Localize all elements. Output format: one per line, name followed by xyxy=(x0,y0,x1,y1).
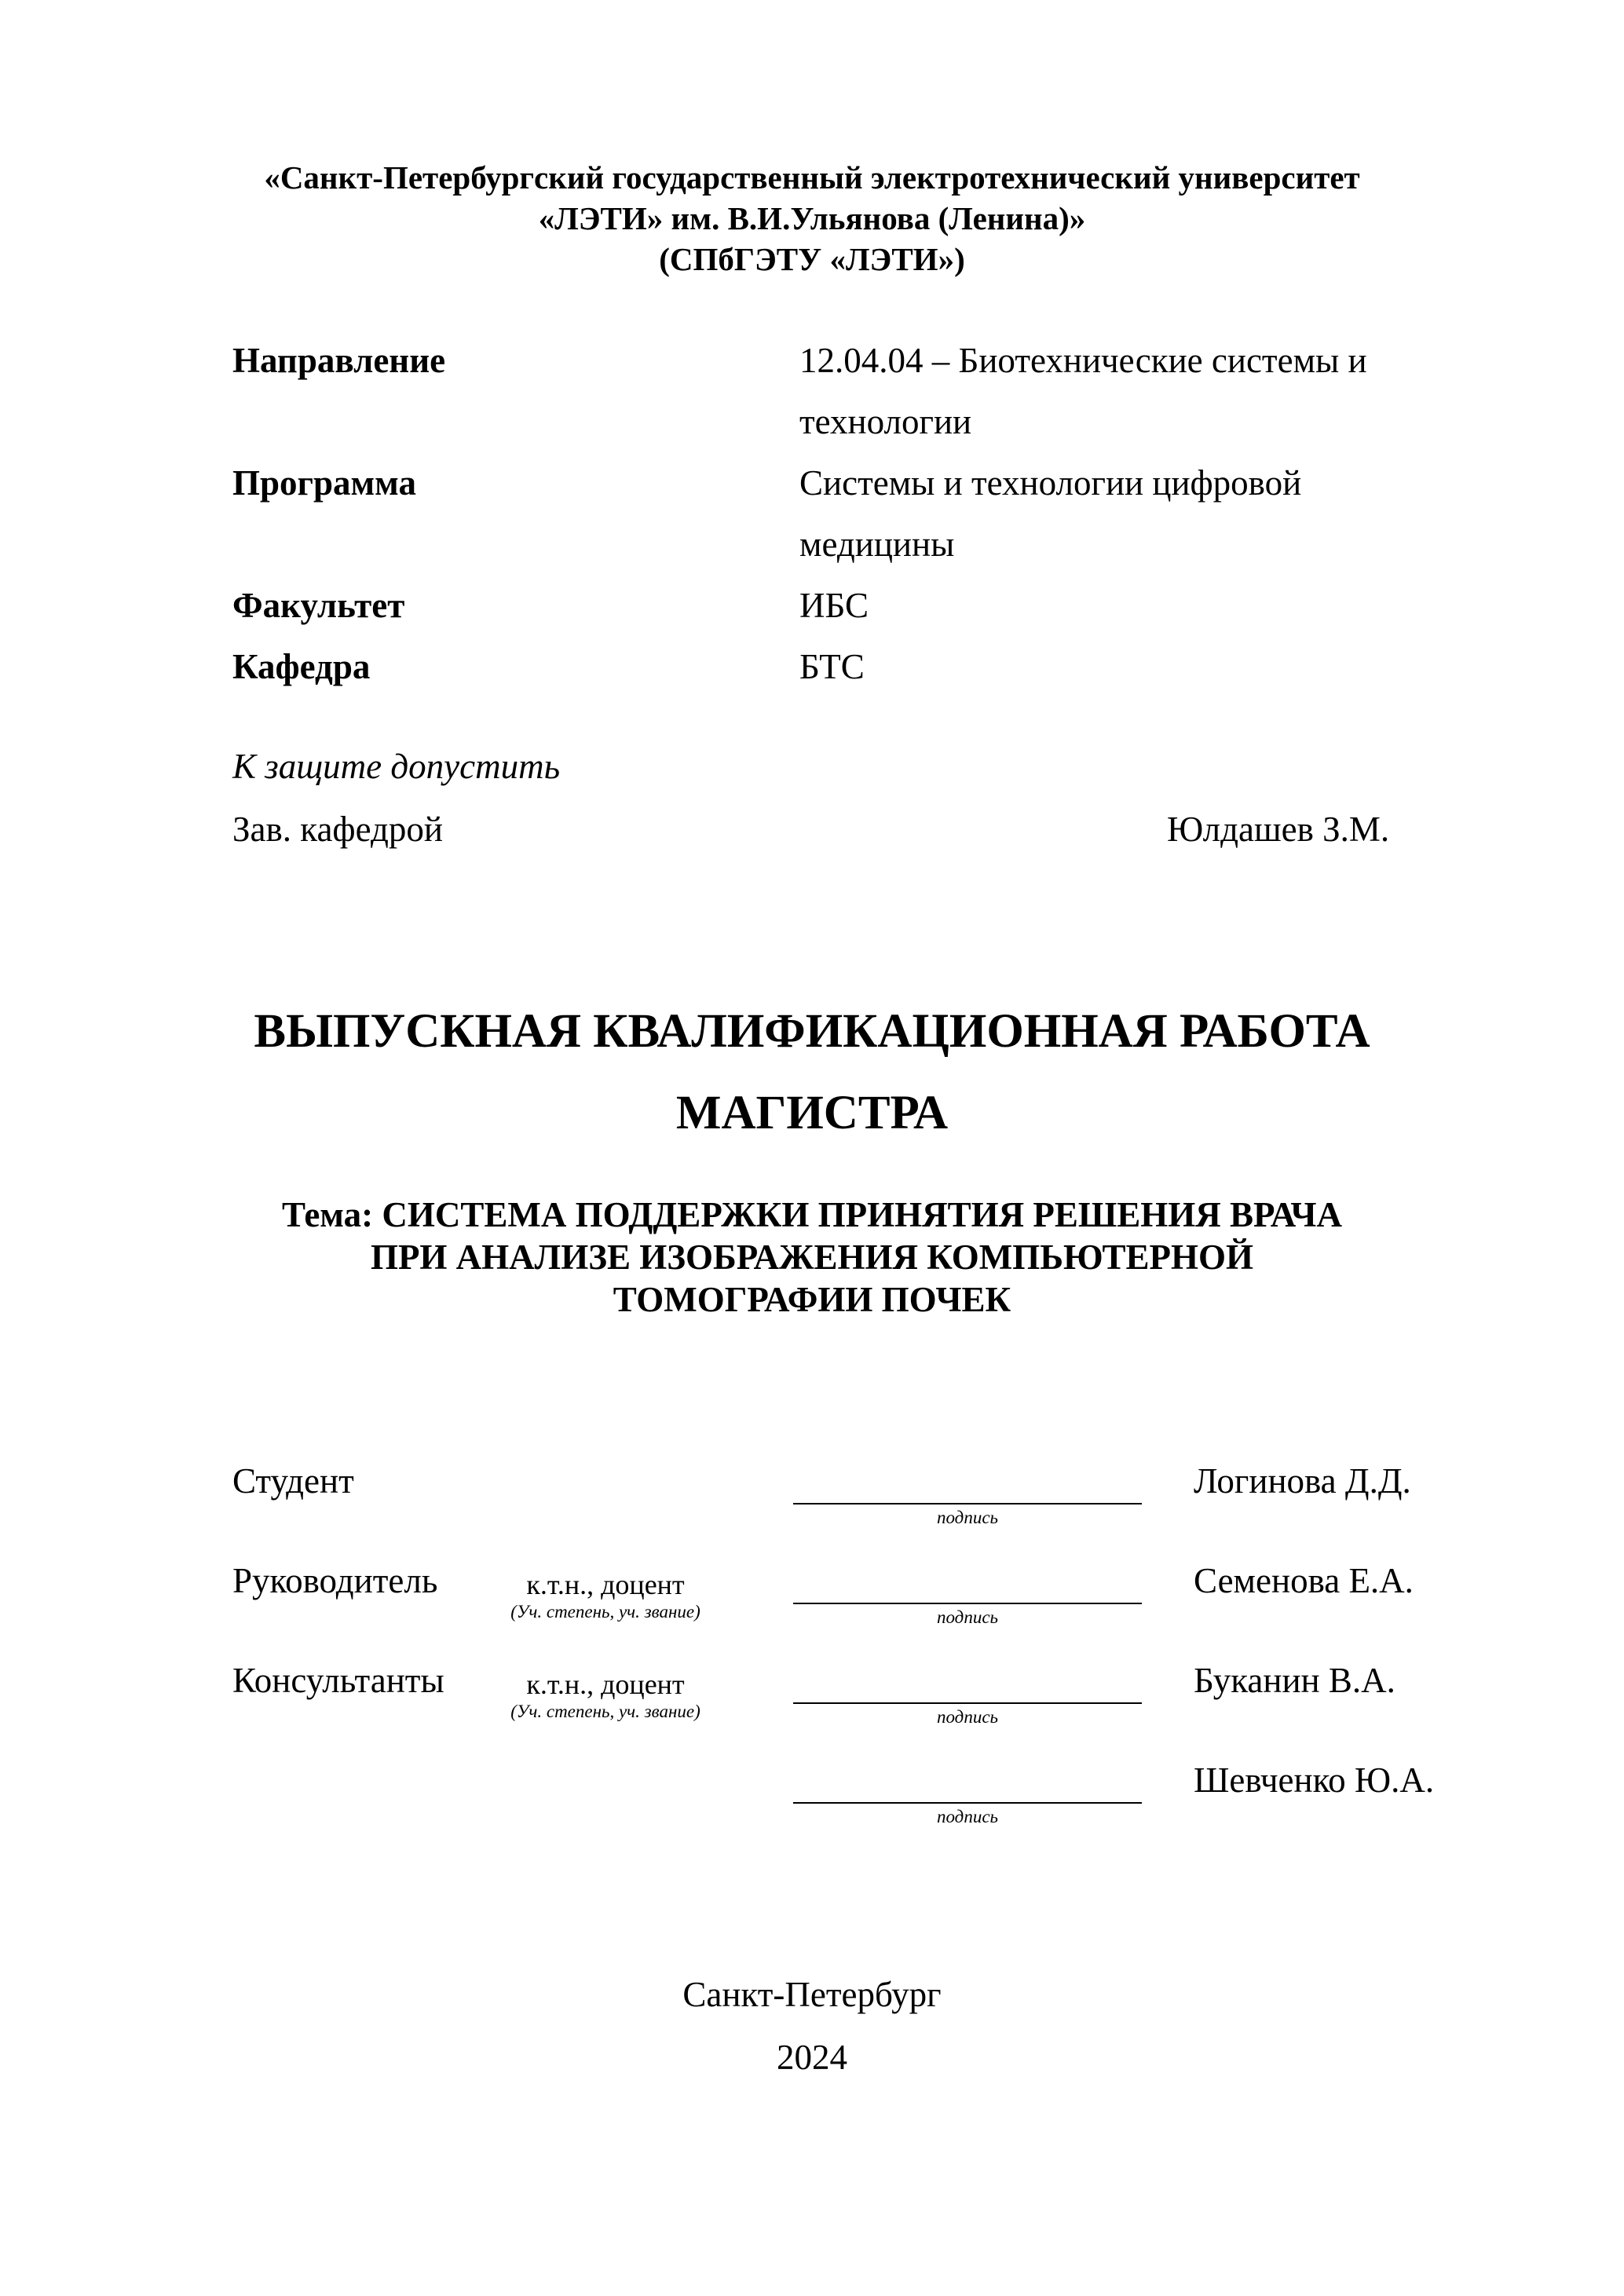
program-value-line1: Системы и технологии цифровой xyxy=(799,463,1302,503)
consultant1-signature-line xyxy=(793,1702,1142,1704)
work-topic xyxy=(0,1194,1624,1321)
university-name xyxy=(0,157,1624,280)
university-name-line1: «Санкт-Петербургский государственный электротехнический университет xyxy=(264,159,1360,196)
program-label: Программа xyxy=(232,463,416,503)
consultant2-signature-caption: подпись xyxy=(936,1807,998,1826)
work-topic-line1: Тема: СИСТЕМА ПОДДЕРЖКИ ПРИНЯТИЯ РЕШЕНИЯ ВРАЧА xyxy=(282,1195,1342,1234)
consultant2-signature-line xyxy=(793,1802,1142,1804)
student-signature-caption: подпись xyxy=(936,1508,998,1527)
city: Санкт-Петербург xyxy=(682,1975,942,2014)
university-name-line2: «ЛЭТИ» им. В.И.Ульянова (Ленина)» xyxy=(538,200,1086,236)
approval-role: Зав. кафедрой xyxy=(232,810,443,849)
direction-label: Направление xyxy=(232,341,446,380)
program-value-line2: медицины xyxy=(799,525,955,564)
consultant-degree-caption: (Уч. степень, уч. звание) xyxy=(510,1702,700,1721)
approval-name: Юлдашев З.М. xyxy=(1167,810,1390,849)
work-topic-line2: ПРИ АНАЛИЗЕ ИЗОБРАЖЕНИЯ КОМПЬЮТЕРНОЙ xyxy=(370,1238,1254,1277)
supervisor-signature-caption: подпись xyxy=(936,1607,998,1627)
approval-text: К защите допустить xyxy=(232,747,561,786)
work-title xyxy=(0,991,1624,1154)
department-value: БТС xyxy=(799,647,865,686)
consultant2-name: Шевченко Ю.А. xyxy=(1194,1760,1435,1800)
consultant1-signature-caption: подпись xyxy=(936,1707,998,1727)
direction-value-line2: технологии xyxy=(799,402,972,441)
supervisor-degree-caption: (Уч. степень, уч. звание) xyxy=(510,1602,700,1621)
supervisor-degree: к.т.н., доцент xyxy=(526,1569,685,1600)
student-signature-line xyxy=(793,1503,1142,1504)
work-topic-line3: ТОМОГРАФИИ ПОЧЕК xyxy=(613,1280,1011,1319)
faculty-label: Факультет xyxy=(232,586,405,625)
supervisor-role: Руководитель xyxy=(232,1561,438,1600)
direction-value-line1: 12.04.04 – Биотехнические системы и xyxy=(799,341,1367,380)
faculty-value: ИБС xyxy=(799,586,869,625)
consultant-degree: к.т.н., доцент xyxy=(526,1669,685,1700)
supervisor-name: Семенова Е.А. xyxy=(1194,1561,1414,1600)
year: 2024 xyxy=(777,2038,847,2077)
university-abbreviation: (СПбГЭТУ «ЛЭТИ») xyxy=(659,241,965,277)
department-label: Кафедра xyxy=(232,647,371,686)
supervisor-signature-line xyxy=(793,1603,1142,1604)
consultants-role: Консультанты xyxy=(232,1661,444,1700)
consultant1-name: Буканин В.А. xyxy=(1194,1661,1395,1700)
work-title-line2: МАГИСТРА xyxy=(675,1087,949,1139)
work-title-line1: ВЫПУСКНАЯ КВАЛИФИКАЦИОННАЯ РАБОТА xyxy=(254,1005,1370,1058)
student-role: Студент xyxy=(232,1461,354,1501)
student-name: Логинова Д.Д. xyxy=(1194,1461,1411,1501)
